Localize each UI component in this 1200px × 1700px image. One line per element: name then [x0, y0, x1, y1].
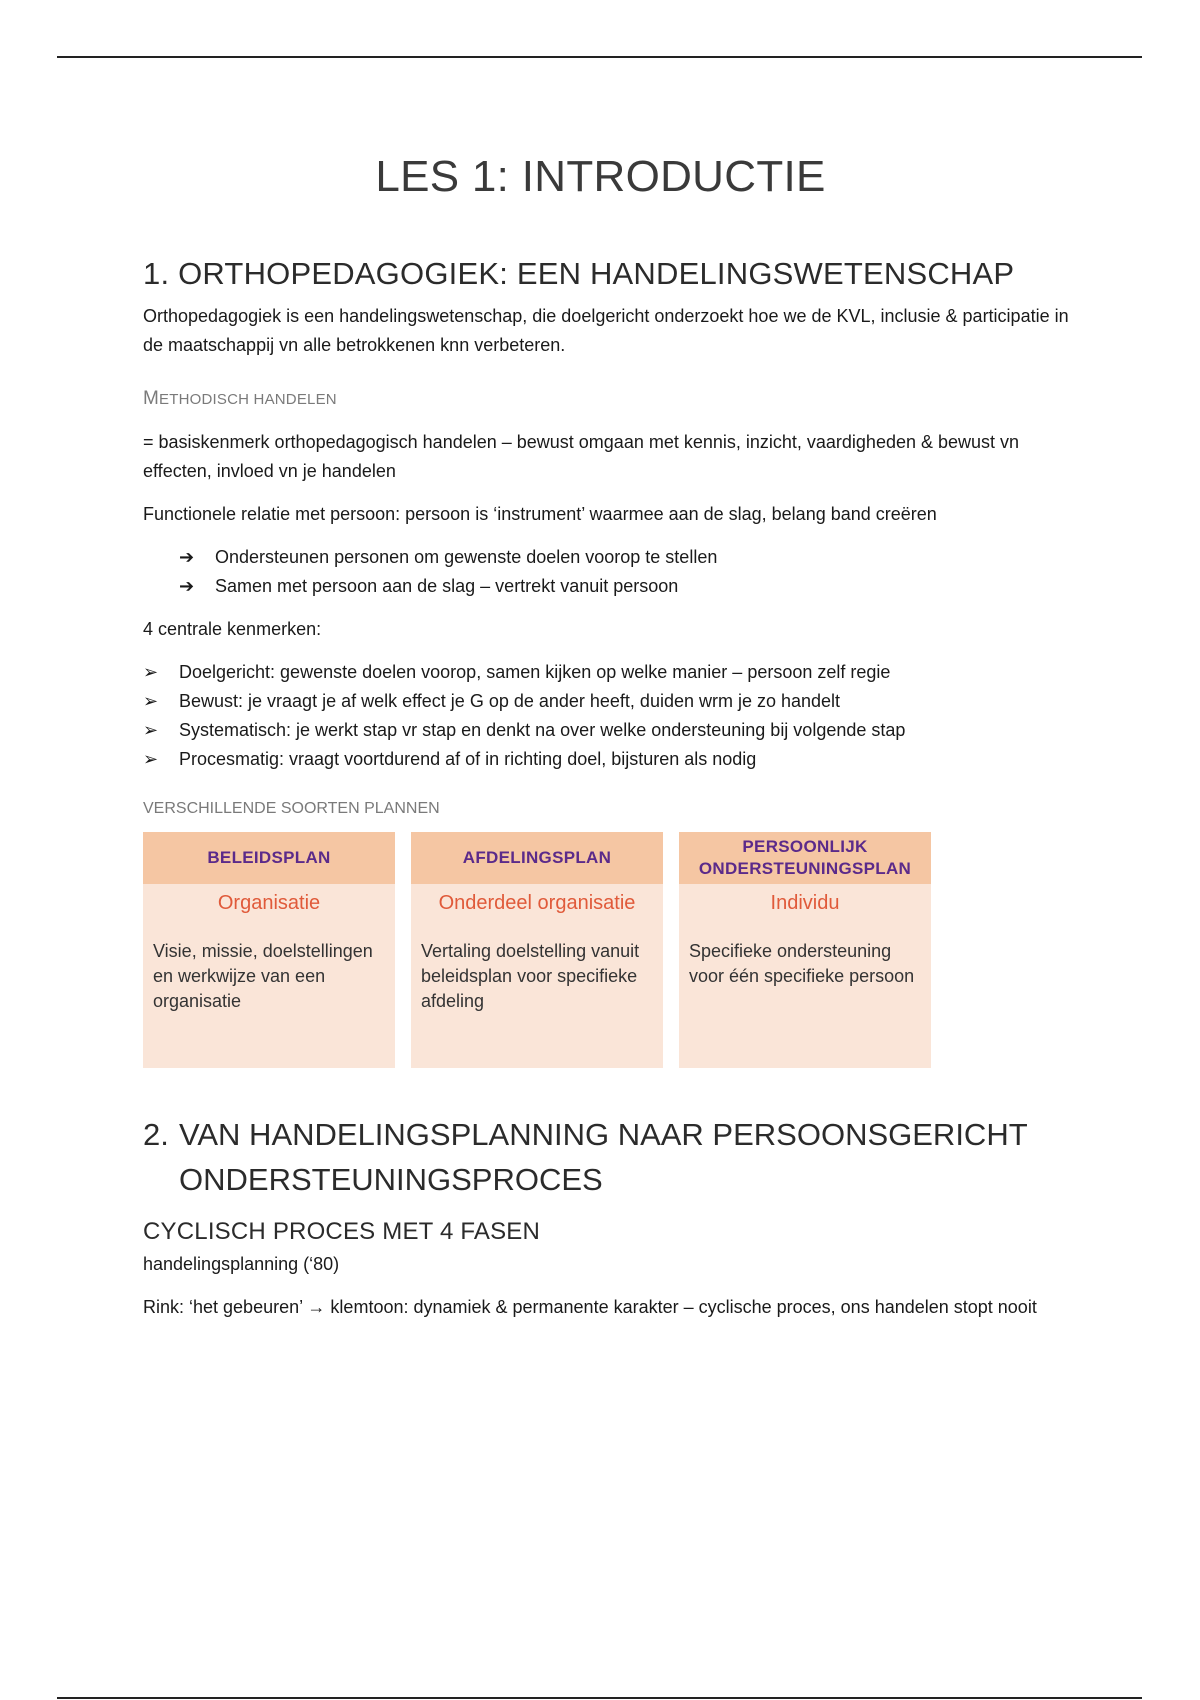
subheading-soorten-plannen: VERSCHILLENDE SOORTEN PLANNEN — [143, 800, 440, 817]
subheading-initial: M — [143, 388, 160, 409]
plan-card-header: BELEIDSPLAN — [143, 832, 395, 884]
definition-paragraph: = basiskenmerk orthopedagogisch handelen – bewust omgaan met kennis, inzicht, vaardigheden & bewust vn effecten, invloed vn je handelen — [143, 432, 1020, 481]
plans-diagram — [143, 832, 943, 1068]
arrowhead-bullet-icon: ➢ — [143, 749, 159, 769]
kenmerken-list — [143, 658, 1073, 774]
plan-card-level: Individu — [770, 892, 840, 914]
list-item — [143, 687, 1073, 716]
subheading-methodisch-handelen — [143, 388, 1073, 410]
rink-paragraph: Rink: ‘het gebeuren’ → klemtoon: dynamiek & permanente karakter – cyclische proces, ons handelen stopt nooit — [143, 1297, 1037, 1317]
list-item-text: Bewust: je vraagt je af welk effect je G op de ander heeft, duiden wrm je zo handelt — [179, 691, 841, 711]
section-2-heading — [143, 1112, 1073, 1202]
subheading-rest: ETHODISCH HANDELEN — [159, 391, 337, 408]
section-1-heading — [143, 256, 1073, 292]
page-title: LES 1: INTRODUCTIE — [375, 152, 826, 201]
section-1-number: 1. — [143, 256, 170, 291]
arrowhead-bullet-icon: ➢ — [143, 720, 159, 740]
list-item-text: Systematisch: je werkt stap vr stap en denkt na over welke ondersteuning bij volgende stap — [179, 720, 906, 740]
relation-paragraph: Functionele relatie met persoon: persoon is ‘instrument’ waarmee aan de slag, belang band creëren — [143, 504, 937, 524]
list-item-text: Doelgericht: gewenste doelen voorop, samen kijken op welke manier – persoon zelf regie — [179, 662, 891, 682]
section-2-number: 2. — [143, 1117, 169, 1152]
arrow-list-item — [179, 543, 1073, 572]
list-item — [143, 658, 1073, 687]
arrow-list — [179, 543, 1073, 601]
top-rule — [57, 56, 1142, 58]
plan-card-level: Organisatie — [217, 892, 321, 914]
subheading-cyclisch-proces: CYCLISCH PROCES MET 4 FASEN — [143, 1218, 541, 1245]
document-body — [143, 140, 1073, 1336]
arrow-list-item — [179, 572, 1073, 601]
plan-card-description: Visie, missie, doelstellingen en werkwijze van een organisatie — [153, 941, 373, 1011]
section-1-intro: Orthopedagogiek is een handelingswetenschap, die doelgericht onderzoekt hoe we de KVL, inclusie & participatie in de maatschappij vn alle betrokkenen knn verbeteren. — [143, 306, 1069, 355]
arrowhead-bullet-icon: ➢ — [143, 662, 159, 682]
arrow-right-icon: ➔ — [179, 547, 195, 567]
plan-card-afdelingsplan — [411, 832, 663, 1068]
plan-card-header: PERSOONLIJK ONDERSTEUNINGSPLAN — [679, 832, 931, 884]
handelingsplanning-line: handelingsplanning (‘80) — [143, 1254, 340, 1274]
arrow-item-text: Samen met persoon aan de slag – vertrekt vanuit persoon — [215, 576, 679, 596]
plan-card-description: Vertaling doelstelling vanuit beleidsplan voor specifieke afdeling — [421, 941, 640, 1011]
list-item-text: Procesmatig: vraagt voortdurend af of in richting doel, bijsturen als nodig — [179, 749, 757, 769]
plan-card-description: Specifieke ondersteuning voor één specifieke persoon — [689, 941, 915, 986]
arrowhead-bullet-icon: ➢ — [143, 691, 159, 711]
section-2-title: VAN HANDELINGSPLANNING NAAR PERSOONSGERICHT ONDERSTEUNINGSPROCES — [179, 1117, 1028, 1197]
list-item — [143, 745, 1073, 774]
section-1-title: ORTHOPEDAGOGIEK: EEN HANDELINGSWETENSCHAP — [178, 256, 1015, 291]
list-item — [143, 716, 1073, 745]
arrow-right-icon: ➔ — [179, 576, 195, 596]
arrow-item-text: Ondersteunen personen om gewenste doelen voorop te stellen — [215, 547, 718, 567]
bottom-rule — [57, 1697, 1142, 1699]
plan-card-header: AFDELINGSPLAN — [411, 832, 663, 884]
plan-card-persoonlijk-ondersteuningsplan — [679, 832, 931, 1068]
kenmerken-label: 4 centrale kenmerken: — [143, 619, 322, 639]
plan-card-beleidsplan — [143, 832, 395, 1068]
plan-card-level: Onderdeel organisatie — [438, 892, 636, 914]
